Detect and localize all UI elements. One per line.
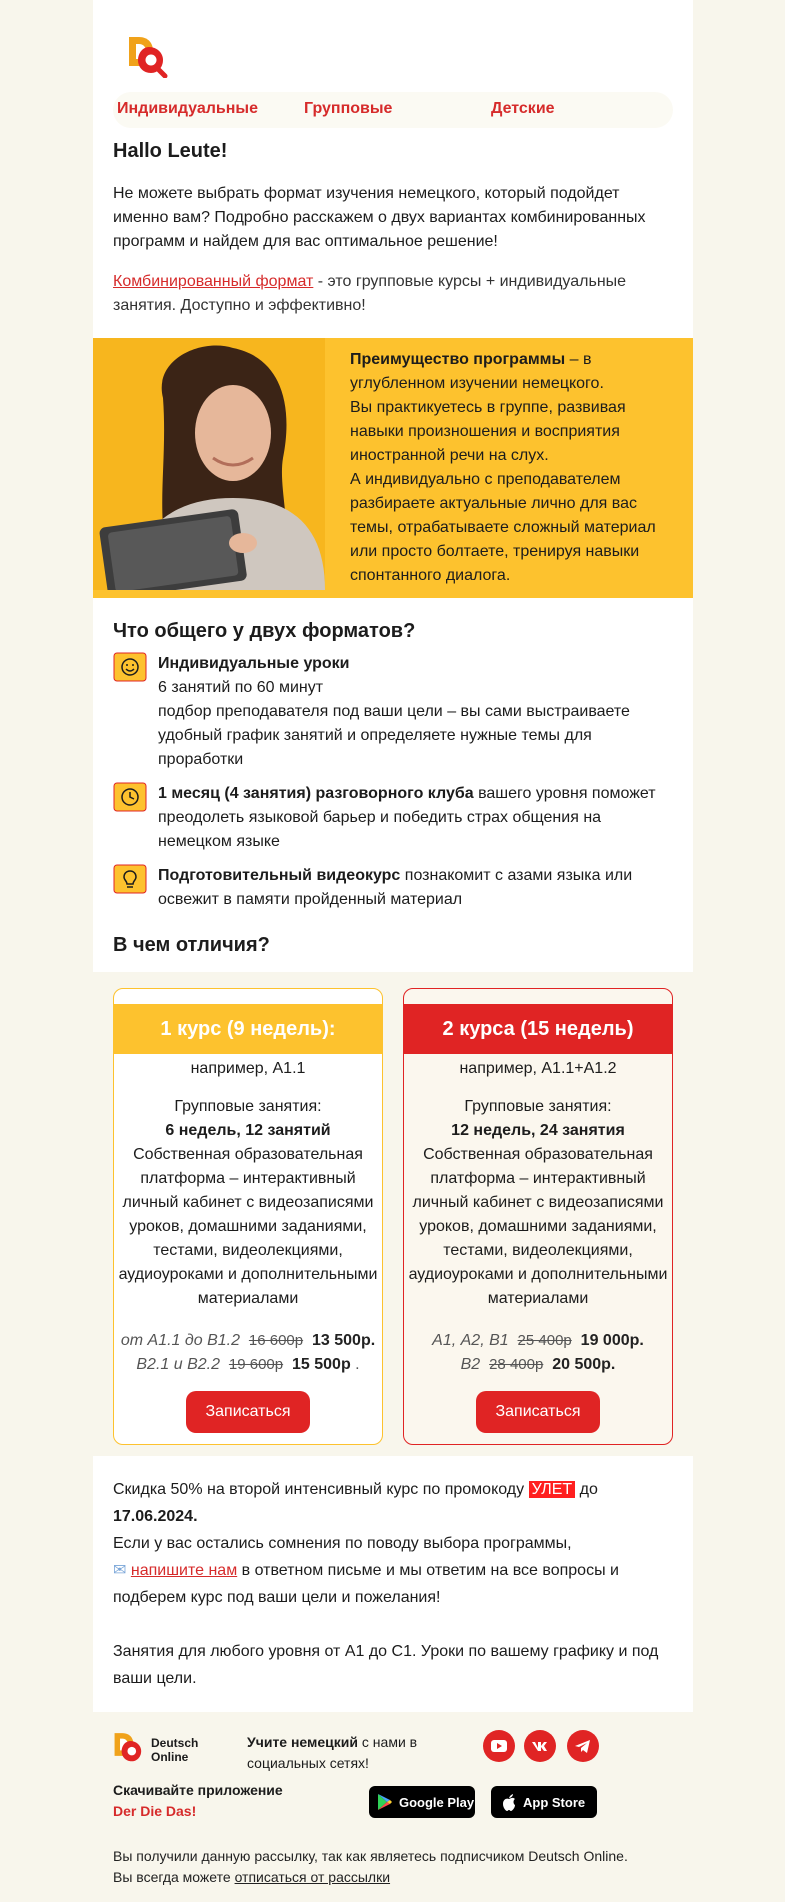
footer-brand-line1: Deutsch [151,1736,199,1750]
logo-icon[interactable] [127,34,173,78]
footer-logo-icon[interactable] [113,1730,149,1766]
feature-individual-text [158,652,678,772]
footer-brand [151,1736,198,1764]
feature-videocourse-desc: познакомит с азами языка или освежит в памяти пройденный материал [158,867,633,908]
discount-paragraph [113,1476,673,1611]
course-card-2-body [404,1057,672,1311]
google-play-button[interactable] [369,1786,475,1818]
promo-code: УЛЕТ [529,1481,576,1498]
signup-button-1[interactable]: Записаться [186,1391,310,1433]
footer-social-text [247,1732,427,1774]
footer-app-line1: Скачивайте приложение [113,1782,283,1798]
footer-learn-rest: с нами в социальных сетях! [247,1734,418,1771]
course-card-2-header: 2 курса (15 недель) [404,1004,672,1054]
combined-format-paragraph [113,270,673,318]
course-card-1-prices [114,1329,382,1377]
diff-section-title: В чем отличия? [113,934,270,956]
course-card-2-prices [404,1329,672,1377]
feature-speaking-club-desc: вашего уровня поможет преодолеть языковой барьер и победить страх общения на немецком языке [158,785,656,850]
course-card-2-group-label: Групповые занятия: [464,1098,612,1115]
discount-date: 17.06.2024. [113,1508,198,1525]
doubt-text: Если у вас остались сомнения по поводу выбора программы, [113,1535,572,1552]
write-us-text: в ответном письме и мы ответим на все вопросы и подберем курс под ваши цели и пожелания! [113,1562,619,1606]
course-card-1 [113,988,383,1445]
feature-speaking-club-title: 1 месяц (4 занятия) разговорного клуба [158,785,474,802]
clock-icon [113,782,147,812]
price-4-label: В2 [460,1356,481,1373]
nav-item-individual[interactable]: Индивидуальные [117,100,258,117]
vk-icon[interactable] [524,1730,556,1762]
course-card-1-platform: Собственная образовательная платформа – интерактивный личный кабинет с видеозаписями уроков, домашними заданиями, тестами, видеолекциями, аудиоуроками и дополнительными материалами [118,1146,378,1307]
greeting-title: Hallo Leute! [113,140,228,162]
feature-individual-title: Индивидуальные уроки [158,655,350,672]
course-card-2-group-value: 12 недель, 24 занятия [451,1122,625,1139]
feature-individual-desc: подбор преподавателя под ваши цели – вы сами выстраиваете удобный график занятий и определяете нужные темы для проработки [158,703,630,768]
course-card-2-platform: Собственная образовательная платформа – интерактивный личный кабинет с видеозаписями уроков, домашними заданиями, тестами, видеолекциями, аудиоуроками и дополнительными материалами [408,1146,668,1307]
footer-app-line2: Der Die Das! [113,1803,197,1819]
promo-text [350,348,682,588]
feature-individual [113,652,673,770]
nav-item-group[interactable]: Групповые [304,100,393,117]
levels-paragraph: Занятия для любого уровня от А1 до С1. Уроки по вашему графику и под ваши цели. [113,1643,659,1687]
feature-videocourse-title: Подготовительный видеокурс [158,867,401,884]
feature-videocourse [113,864,673,912]
discount-until: до [575,1481,598,1498]
footer-notice-line2: Вы всегда можете [113,1869,235,1885]
course-card-2 [403,988,673,1445]
write-us-link[interactable]: напишите нам [130,1562,238,1579]
price-1-label: от А1.1 до В1.2 [120,1332,240,1349]
signup-button-2[interactable]: Записаться [476,1391,600,1433]
google-play-label: Google Play [399,1795,475,1810]
price-2-new: 15 500р [292,1356,351,1373]
combined-format-link[interactable]: Комбинированный формат [113,273,314,290]
footer-brand-line2: Online [151,1750,189,1764]
price-3-new: 19 000р. [580,1332,644,1349]
lightbulb-icon [113,864,147,894]
course-card-1-body [114,1057,382,1311]
common-section-title: Что общего у двух форматов? [113,620,416,642]
email-body-bottom [93,1456,693,1712]
price-2-old: 19 600р [228,1356,284,1373]
feature-speaking-club [113,782,673,854]
footer-notice [113,1846,628,1888]
nav-bar [113,92,673,128]
promo-line-3: А индивидуально с преподавателем разбираете актуальные лично для вас темы, отрабатываете сложный материал или просто болтаете, тренируя навыки спонтанного диалога. [350,471,656,584]
price-2-tail: . [350,1356,360,1373]
footer-notice-line1: Вы получили данную рассылку, так как являетесь подписчиком Deutsch Online. [113,1848,628,1864]
email-body-top [93,0,693,972]
footer-learn-bold: Учите немецкий [247,1734,359,1750]
course-card-1-group-value: 6 недель, 12 занятий [165,1122,331,1139]
google-play-icon [377,1793,393,1811]
price-3-label: А1, А2, В1 [432,1332,509,1349]
unsubscribe-link[interactable]: отписаться от рассылки [234,1869,391,1885]
course-card-2-example: например, А1.1+А1.2 [459,1060,617,1077]
envelope-icon: ✉ [113,1562,127,1579]
price-4-new: 20 500р. [552,1356,616,1373]
youtube-icon[interactable] [483,1730,515,1762]
price-1-new: 13 500р. [312,1332,376,1349]
course-card-1-example: например, А1.1 [190,1060,306,1077]
course-card-1-header: 1 курс (9 недель): [114,1004,382,1054]
combined-format-text: - это групповые курсы + индивидуальные занятия. Доступно и эффективно! [113,273,627,314]
course-card-1-group-label: Групповые занятия: [174,1098,322,1115]
promo-rest: – в углубленном изучении немецкого. [350,351,604,392]
promo-bold: Преимущество программы [350,351,566,368]
feature-speaking-club-text [158,782,678,854]
feature-individual-lessons: 6 занятий по 60 минут [158,679,324,696]
feature-videocourse-text [158,864,678,912]
app-store-button[interactable] [491,1786,597,1818]
discount-text: Скидка 50% на второй интенсивный курс по промокоду [113,1481,529,1498]
price-2-label: В2.1 и В2.2 [136,1356,220,1373]
footer-app-text [113,1780,283,1822]
app-store-label: App Store [523,1795,586,1810]
promo-line-2: Вы практикуетесь в группе, развивая навыки произношения и восприятия иностранной речи на слух. [350,399,626,464]
price-4-old: 28 400р [489,1356,544,1373]
intro-paragraph: Не можете выбрать формат изучения немецкого, который подойдет именно вам? Подробно расскажем о двух вариантах комбинированных программ и найдем для вас оптимальное решение! [113,185,646,250]
nav-item-kids[interactable]: Детские [491,100,555,117]
smiley-icon [113,652,147,682]
apple-icon [501,1792,517,1812]
promo-banner [93,338,693,598]
price-1-old: 16 600р [248,1332,304,1349]
woman-with-tablet-illustration [93,338,325,590]
telegram-icon[interactable] [567,1730,599,1762]
price-3-old: 25 400р [517,1332,572,1349]
